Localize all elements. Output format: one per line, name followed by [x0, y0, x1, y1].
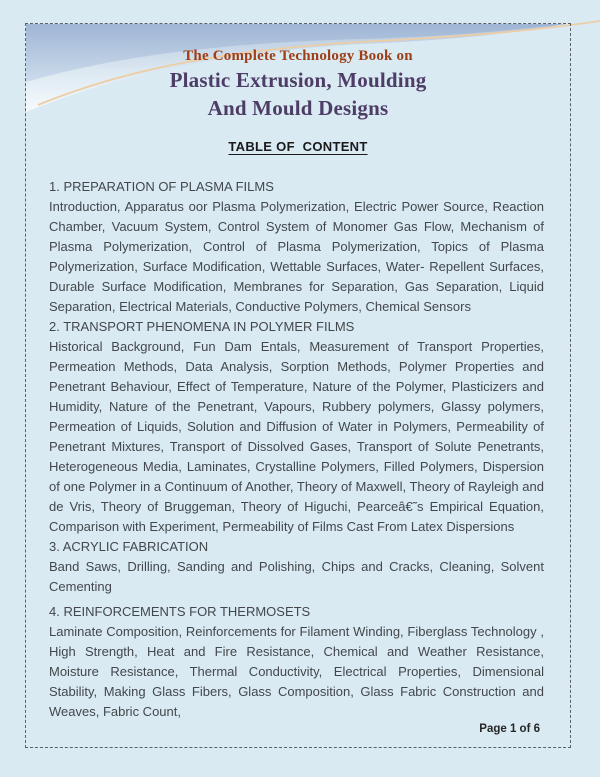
- book-title-block: [26, 24, 570, 122]
- toc-heading-text: TABLE OF CONTENT: [228, 139, 368, 154]
- toc-section-1: [49, 177, 544, 317]
- document-page: [25, 23, 571, 748]
- section-3-body: Band Saws, Drilling, Sanding and Polishing, Chips and Cracks, Cleaning, Solvent Cementing: [49, 559, 544, 594]
- section-2-heading: 2. TRANSPORT PHENOMENA IN POLYMER FILMS: [49, 319, 355, 334]
- section-4-heading: 4. REINFORCEMENTS FOR THERMOSETS: [49, 604, 311, 619]
- section-1-heading: 1. PREPARATION OF PLASMA FILMS: [49, 179, 274, 194]
- toc-section-3: [49, 537, 544, 597]
- section-1-body: Introduction, Apparatus oor Plasma Polymerization, Electric Power Source, Reaction Chamber, Vacuum System, Control System of Monomer Gas Flow, Mechanism of Plasma Polymerization, Control of Plasma Polymerization, Topics of Plasma Polymerization, Surface Modification, Wettable Surfaces, Water- Repellent Surfaces, Durable Surface Modification, Membranes for Separation, Gas Separation, Liquid Separation, Electrical Materials, Conductive Polymers, Chemical Sensors: [49, 199, 544, 314]
- section-4-body: Laminate Composition, Reinforcements for Filament Winding, Fiberglass Technology , High Strength, Heat and Fire Resistance, Chemical and Weather Resistance, Moisture Resistance, Thermal Conductivity, Electrical Properties, Dimensional Stability, Making Glass Fibers, Glass Composition, Glass Fabric Construction and Weaves, Fabric Count,: [49, 624, 544, 719]
- toc-section-2: [49, 317, 544, 537]
- page-number: Page 1 of 6: [479, 723, 540, 735]
- toc-section-4: [49, 602, 544, 722]
- section-2-body: Historical Background, Fun Dam Entals, Measurement of Transport Properties, Permeation Methods, Data Analysis, Sorption Methods, Polymer Properties and Penetrant Behaviour, Effect of Temperature, Nature of the Polymer, Plasticizers and Humidity, Nature of the Penetrant, Vapours, Rubbery polymers, Glassy polymers, Permeation of Liquids, Solution and Diffusion of Water in Polymers, Permeability of Penetrant Mixtures, Transport of Dissolved Gases, Transport of Solute Penetrants, Heterogeneous Media, Laminates, Crystalline Polymers, Filled Polymers, Dispersion of one Polymer in a Continuum of Another, Theory of Maxwell, Theory of Rayleigh and de Vris, Theory of Bruggeman, Theory of Higuchi, Pearceâ€˜s Empirical Equation, Comparison with Experiment, Permeability of Films Cast From Latex Dispersions: [49, 339, 544, 534]
- book-title-line2: And Mould Designs: [207, 96, 389, 120]
- book-title-line1: Plastic Extrusion, Moulding: [169, 68, 427, 92]
- book-pretitle: The Complete Technology Book on: [183, 48, 413, 64]
- toc-body: [26, 154, 570, 722]
- section-3-heading: 3. ACRYLIC FABRICATION: [49, 539, 209, 554]
- toc-heading: [26, 139, 570, 154]
